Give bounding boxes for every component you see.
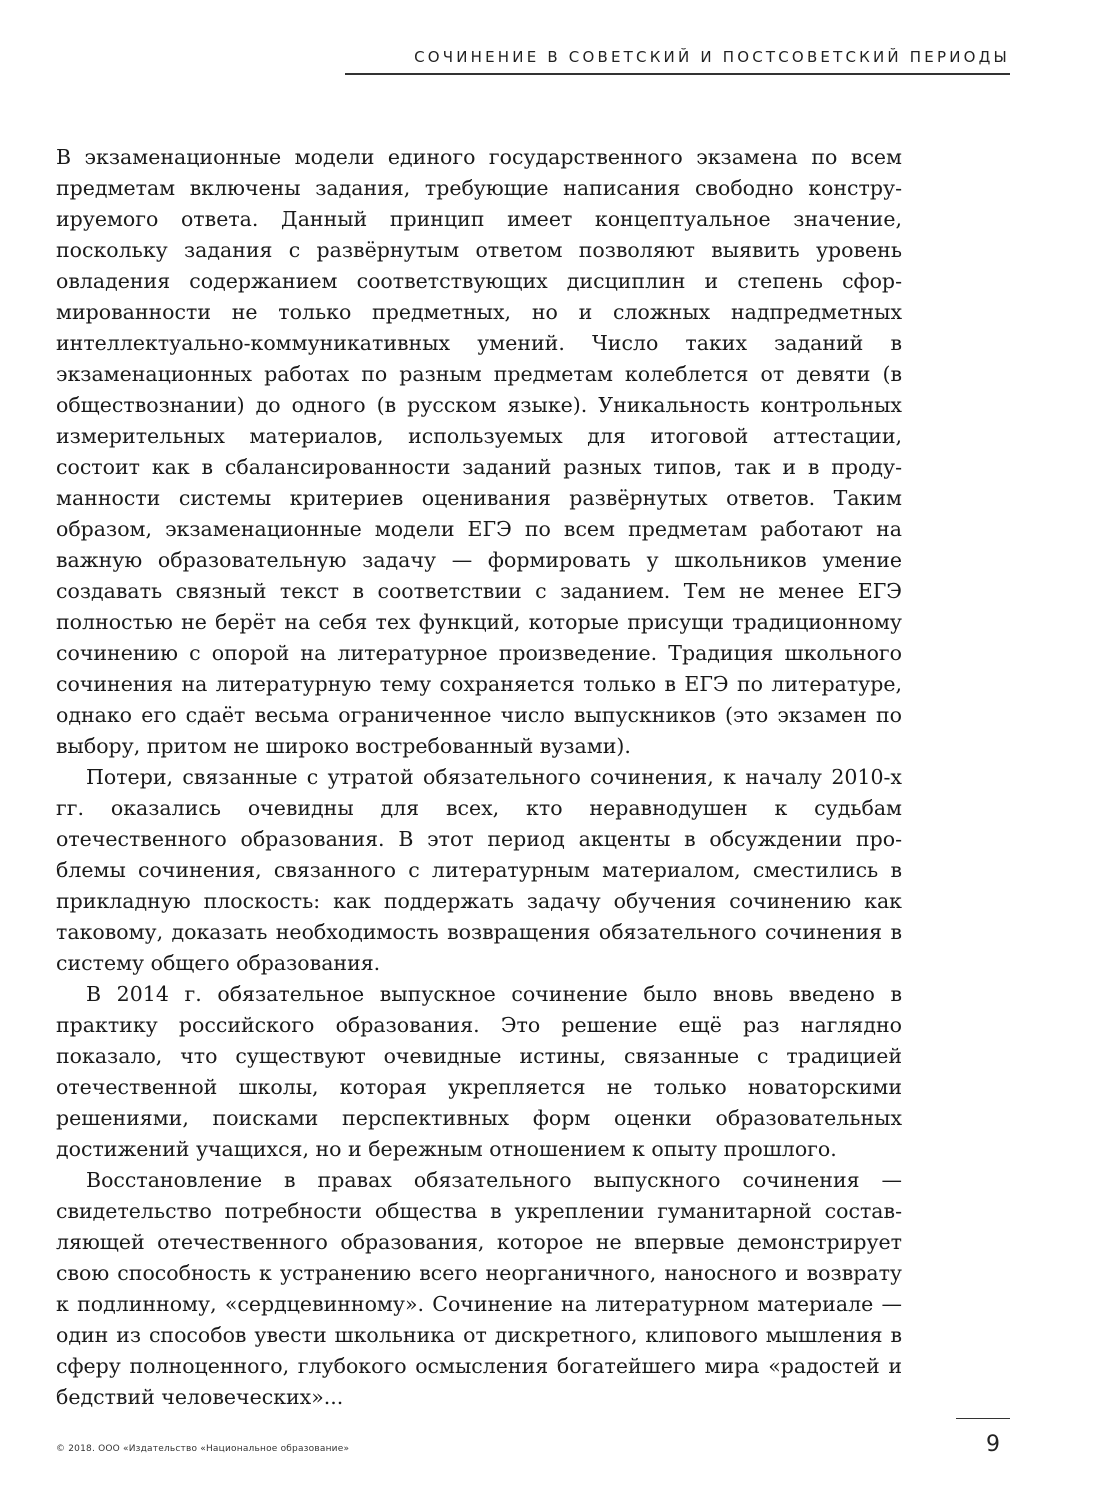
paragraph-3: В 2014 г. обязательное выпускное сочинение было вновь введено в практику российского образования. Это решение ещё раз наглядно показало, что существуют очевидные истины, связанные с традицией отечественной школы, которая укрепляется не только новаторскими решениями, поисками перспективных форм оценки образовательных достижений учащихся, но и бережным отношением к опыту прошлого. — [56, 982, 902, 1161]
main-text — [56, 142, 902, 1413]
header-rule — [345, 73, 1010, 75]
paragraph-1: В экзаменационные модели единого государственного экзамена по всем предметам включены задания, требующие написания свободно конструируемого ответа. Данный принцип имеет концептуальное значение, поскольку задания с развёрнутым ответом позволяют выявить уровень овладения содержанием соответствующих дисциплин и степень сформированности не только предметных, но и сложных надпредметных интеллектуально-коммуникативных умений. Число таких заданий в экзаменационных работах по разным предметам колеблется от девяти (в обществознании) до одного (в русском языке). Уникальность контрольных измерительных материалов, используемых для итоговой аттестации, состоит как в сбалансированности заданий разных типов, так и в продуманности системы критериев оценивания развёрнутых ответов. Таким образом, экзаменационные модели ЕГЭ по всем предметам работают на важную образовательную задачу — формировать у школьников умение создавать связный текст в соответствии с заданием. Тем не менее ЕГЭ полностью не берёт на себя тех функций, которые присущи традиционному сочинению с опорой на литературное произведение. Традиция школьного сочинения на литературную тему сохраняется только в ЕГЭ по литературе, однако его сдаёт весьма ограниченное число выпускников (это экзамен по выбору, притом не широко востребованный вузами). — [56, 145, 902, 758]
copyright-notice: © 2018. ООО «Издательство «Национальное образование» — [56, 1444, 350, 1454]
footer-rule — [956, 1418, 1010, 1419]
paragraph-4: Восстановление в правах обязательного выпускного сочинения — свидетельство потребности общества в укреплении гуманитарной составляющей отечественного образования, которое не впервые демонстрирует свою способность к устранению всего неорганичного, наносного и возврату к подлинному, «сердцевинному». Сочинение на литературном материале — один из способов увести школьника от дискретного, клипового мышления в сферу полноценного, глубокого осмысления богатейшего мира «радостей и бедствий человеческих»... — [56, 1168, 902, 1409]
running-header-title: СОЧИНЕНИЕ В СОВЕТСКИЙ И ПОСТСОВЕТСКИЙ ПЕРИОДЫ — [414, 48, 1010, 66]
page-number: 9 — [986, 1432, 1000, 1457]
paragraph-2: Потери, связанные с утратой обязательного сочинения, к началу 2010-х гг. оказались очевидны для всех, кто неравнодушен к судьбам отечественного образования. В этот период акценты в обсуждении проблемы сочинения, связанного с литературным материалом, сместились в прикладную плоскость: как поддержать задачу обучения сочинению как таковому, доказать необходимость возвращения обязательного сочинения в систему общего образования. — [56, 765, 902, 975]
